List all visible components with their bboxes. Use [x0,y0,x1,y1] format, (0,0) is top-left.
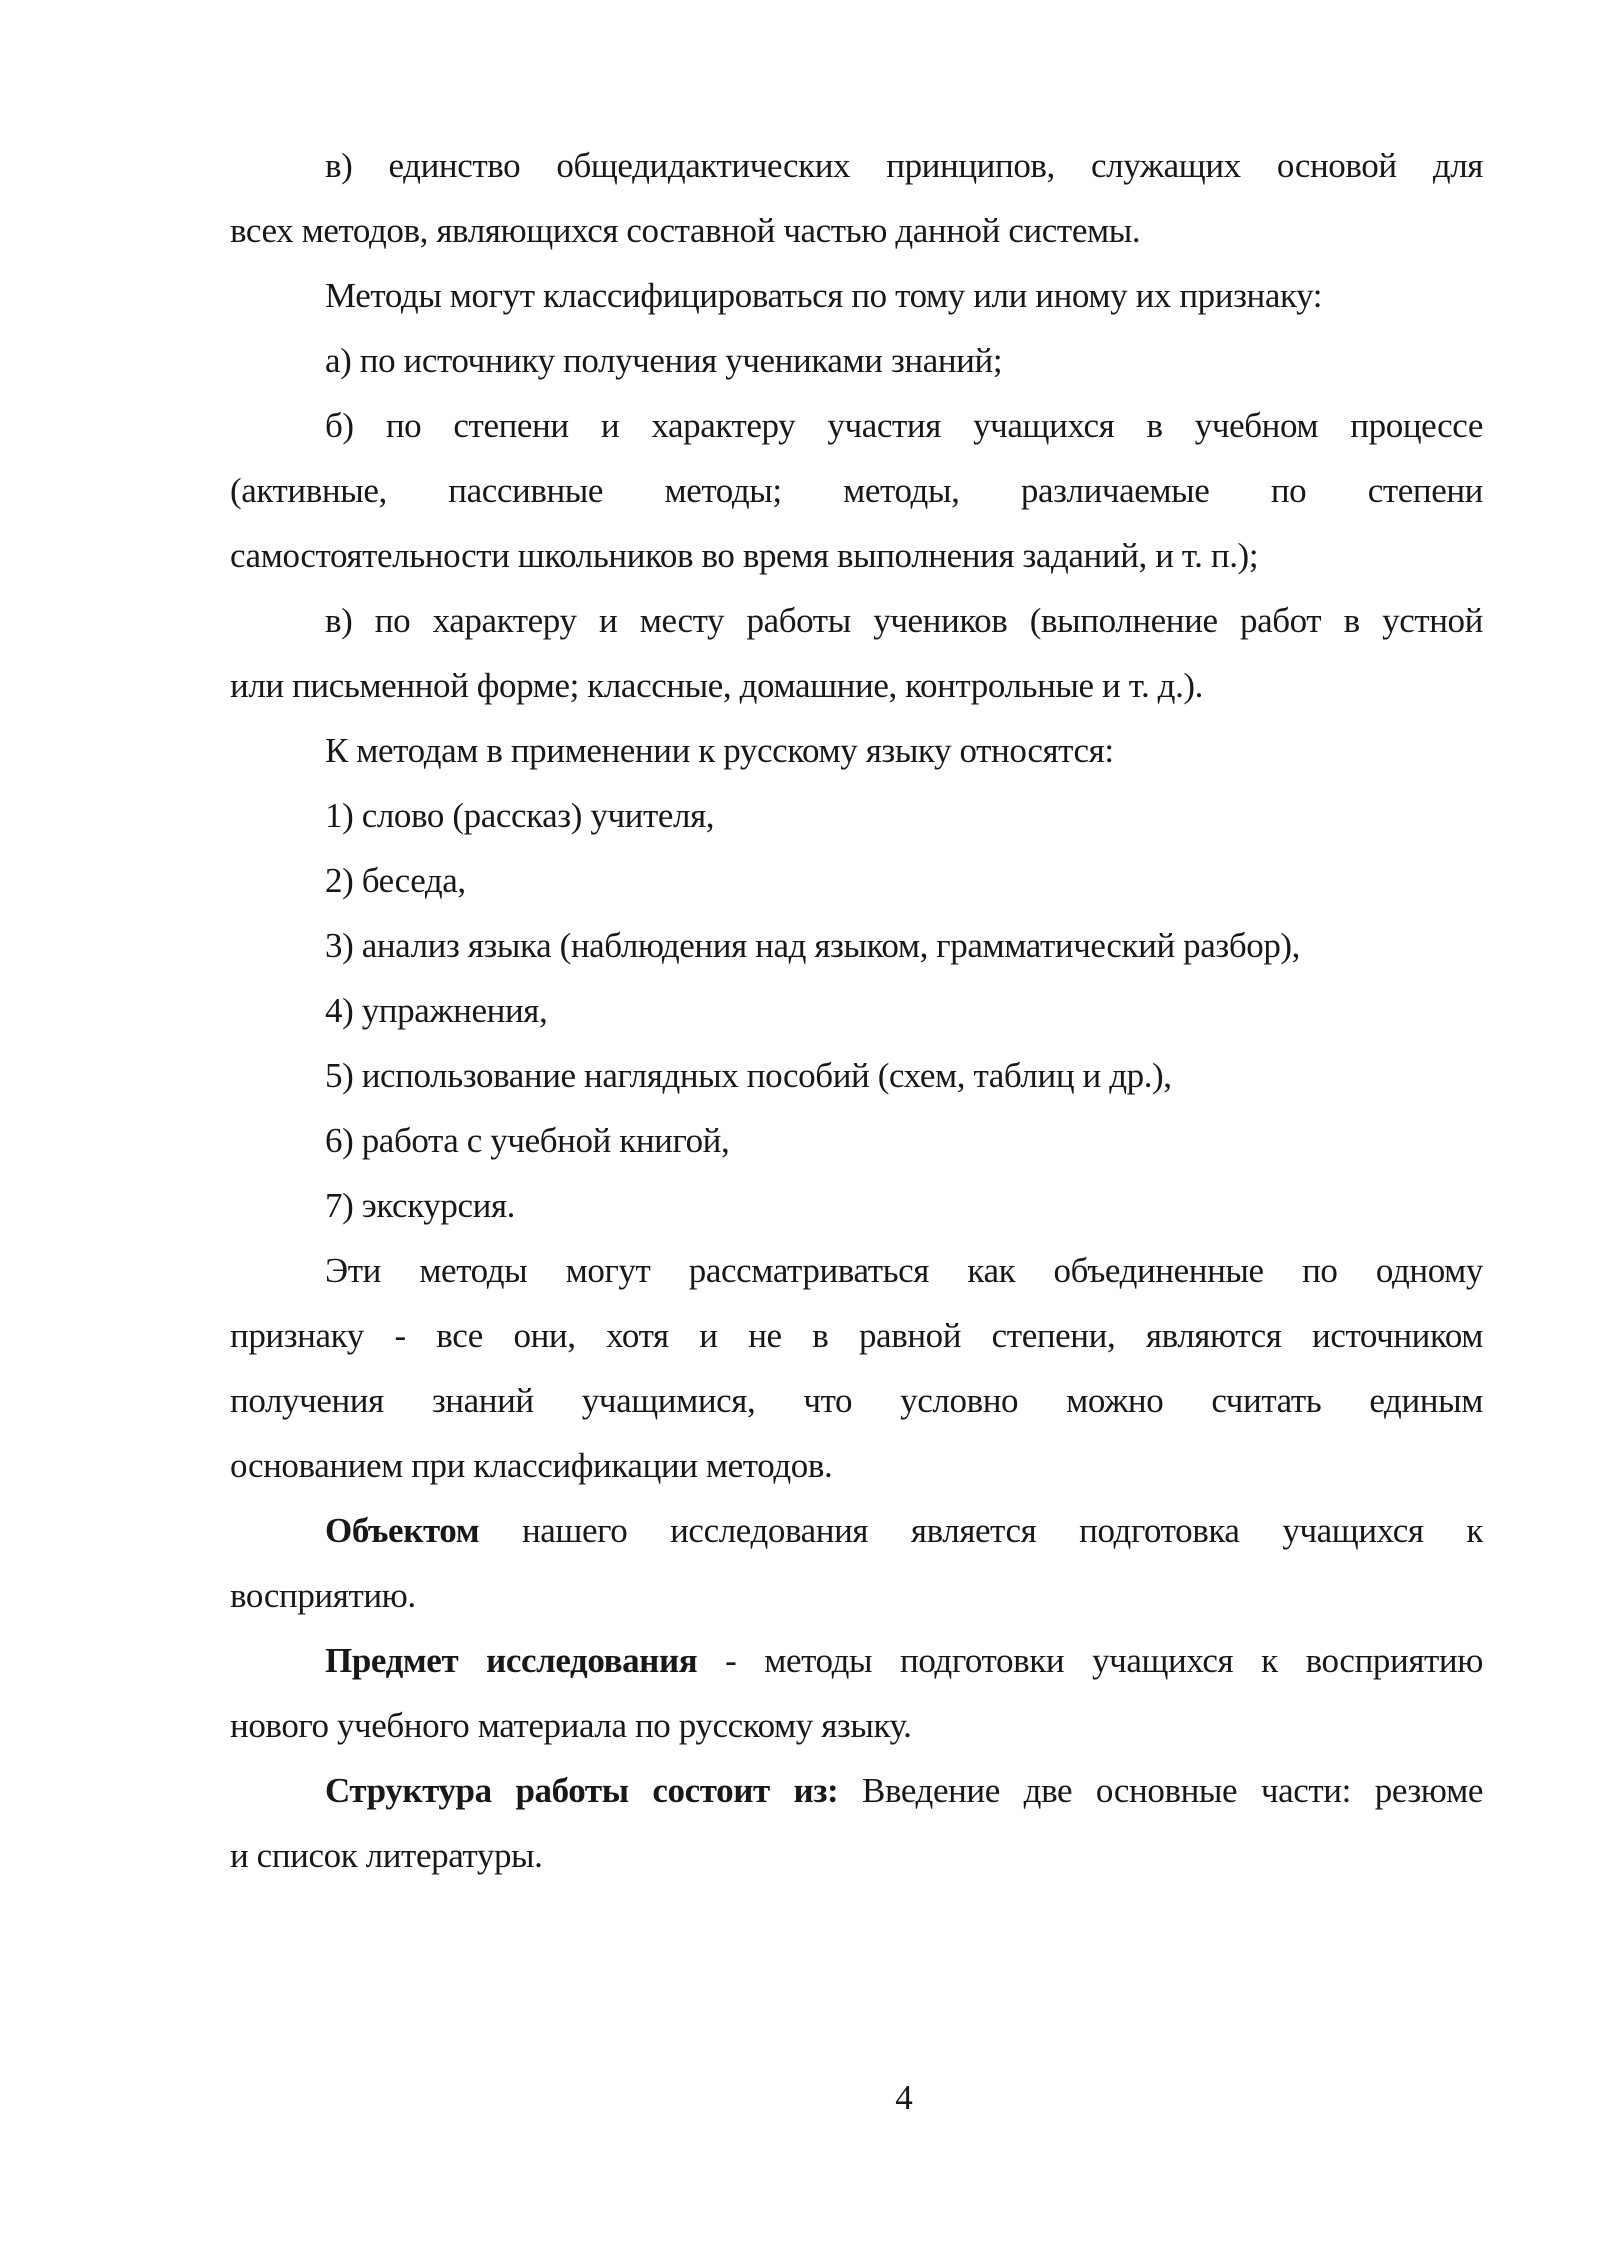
line-text: 1) слово (рассказ) учителя, [325,796,715,835]
text-line [230,1303,1483,1368]
text-line [230,393,1483,458]
line-text: нового учебного материала по русскому языку. [230,1706,912,1745]
line-text: в) единство общедидактических принципов, служащих основой для [325,146,1483,185]
text-line [230,263,1483,328]
line-text: всех методов, являющихся составной частью данной системы. [230,211,1141,250]
bold-lead: Структура работы состоит из: [325,1771,839,1810]
text-line [230,718,1483,783]
line-text: - методы подготовки учащихся к восприятию [697,1641,1483,1680]
text-line [230,783,1483,848]
text-line [230,133,1483,198]
line-text: Методы могут классифицироваться по тому или иному их признаку: [325,276,1323,315]
text-line [230,1823,1483,1888]
text-line [230,328,1483,393]
text-line [230,523,1483,588]
line-text: Эти методы могут рассматриваться как объединенные по одному [325,1251,1483,1290]
text-line [230,1173,1483,1238]
text-line [230,1043,1483,1108]
line-text: или письменной форме; классные, домашние, контрольные и т. д.). [230,666,1204,705]
text-line [230,1108,1483,1173]
line-text: 4) упражнения, [325,991,548,1030]
line-text: 2) беседа, [325,861,466,900]
line-text: получения знаний учащимися, что условно можно считать единым [230,1381,1483,1420]
text-line [230,458,1483,523]
line-text: 7) экскурсия. [325,1186,516,1225]
text-line [230,1693,1483,1758]
text-line [230,848,1483,913]
text-line [230,1563,1483,1628]
text-line [230,1498,1483,1563]
text-line [230,198,1483,263]
line-text: 6) работа с учебной книгой, [325,1121,730,1160]
line-text: признаку - все они, хотя и не в равной степени, являются источником [230,1316,1483,1355]
text-line [230,653,1483,718]
text-line [230,1238,1483,1303]
line-text: основанием при классификации методов. [230,1446,833,1485]
bold-lead: Предмет исследования [325,1641,698,1680]
line-text: К методам в применении к русскому языку относятся: [325,731,1114,770]
line-text: а) по источнику получения учениками знаний; [325,341,1003,380]
line-text: 3) анализ языка (наблюдения над языком, грамматический разбор), [325,926,1301,965]
line-text: восприятию. [230,1576,416,1615]
line-text: в) по характеру и месту работы учеников (выполнение работ в устной [325,601,1483,640]
line-text: б) по степени и характеру участия учащихся в учебном процессе [325,406,1483,445]
line-text: (активные, пассивные методы; методы, различаемые по степени [230,471,1483,510]
text-line [230,1758,1483,1823]
line-text: самостоятельности школьников во время выполнения заданий, и т. п.); [230,536,1259,575]
text-line [230,588,1483,653]
bold-lead: Объектом [325,1511,480,1550]
line-text: Введение две основные части: резюме [838,1771,1483,1810]
text-line [230,978,1483,1043]
line-text: нашего исследования является подготовка учащихся к [479,1511,1483,1550]
page-number: 4 [895,2078,913,2117]
text-line [230,1628,1483,1693]
text-line [230,1433,1483,1498]
line-text: и список литературы. [230,1836,543,1875]
text-line [230,913,1483,978]
text-line [230,1368,1483,1433]
page-body-text [230,133,1483,1888]
line-text: 5) использование наглядных пособий (схем, таблиц и др.), [325,1056,1172,1095]
